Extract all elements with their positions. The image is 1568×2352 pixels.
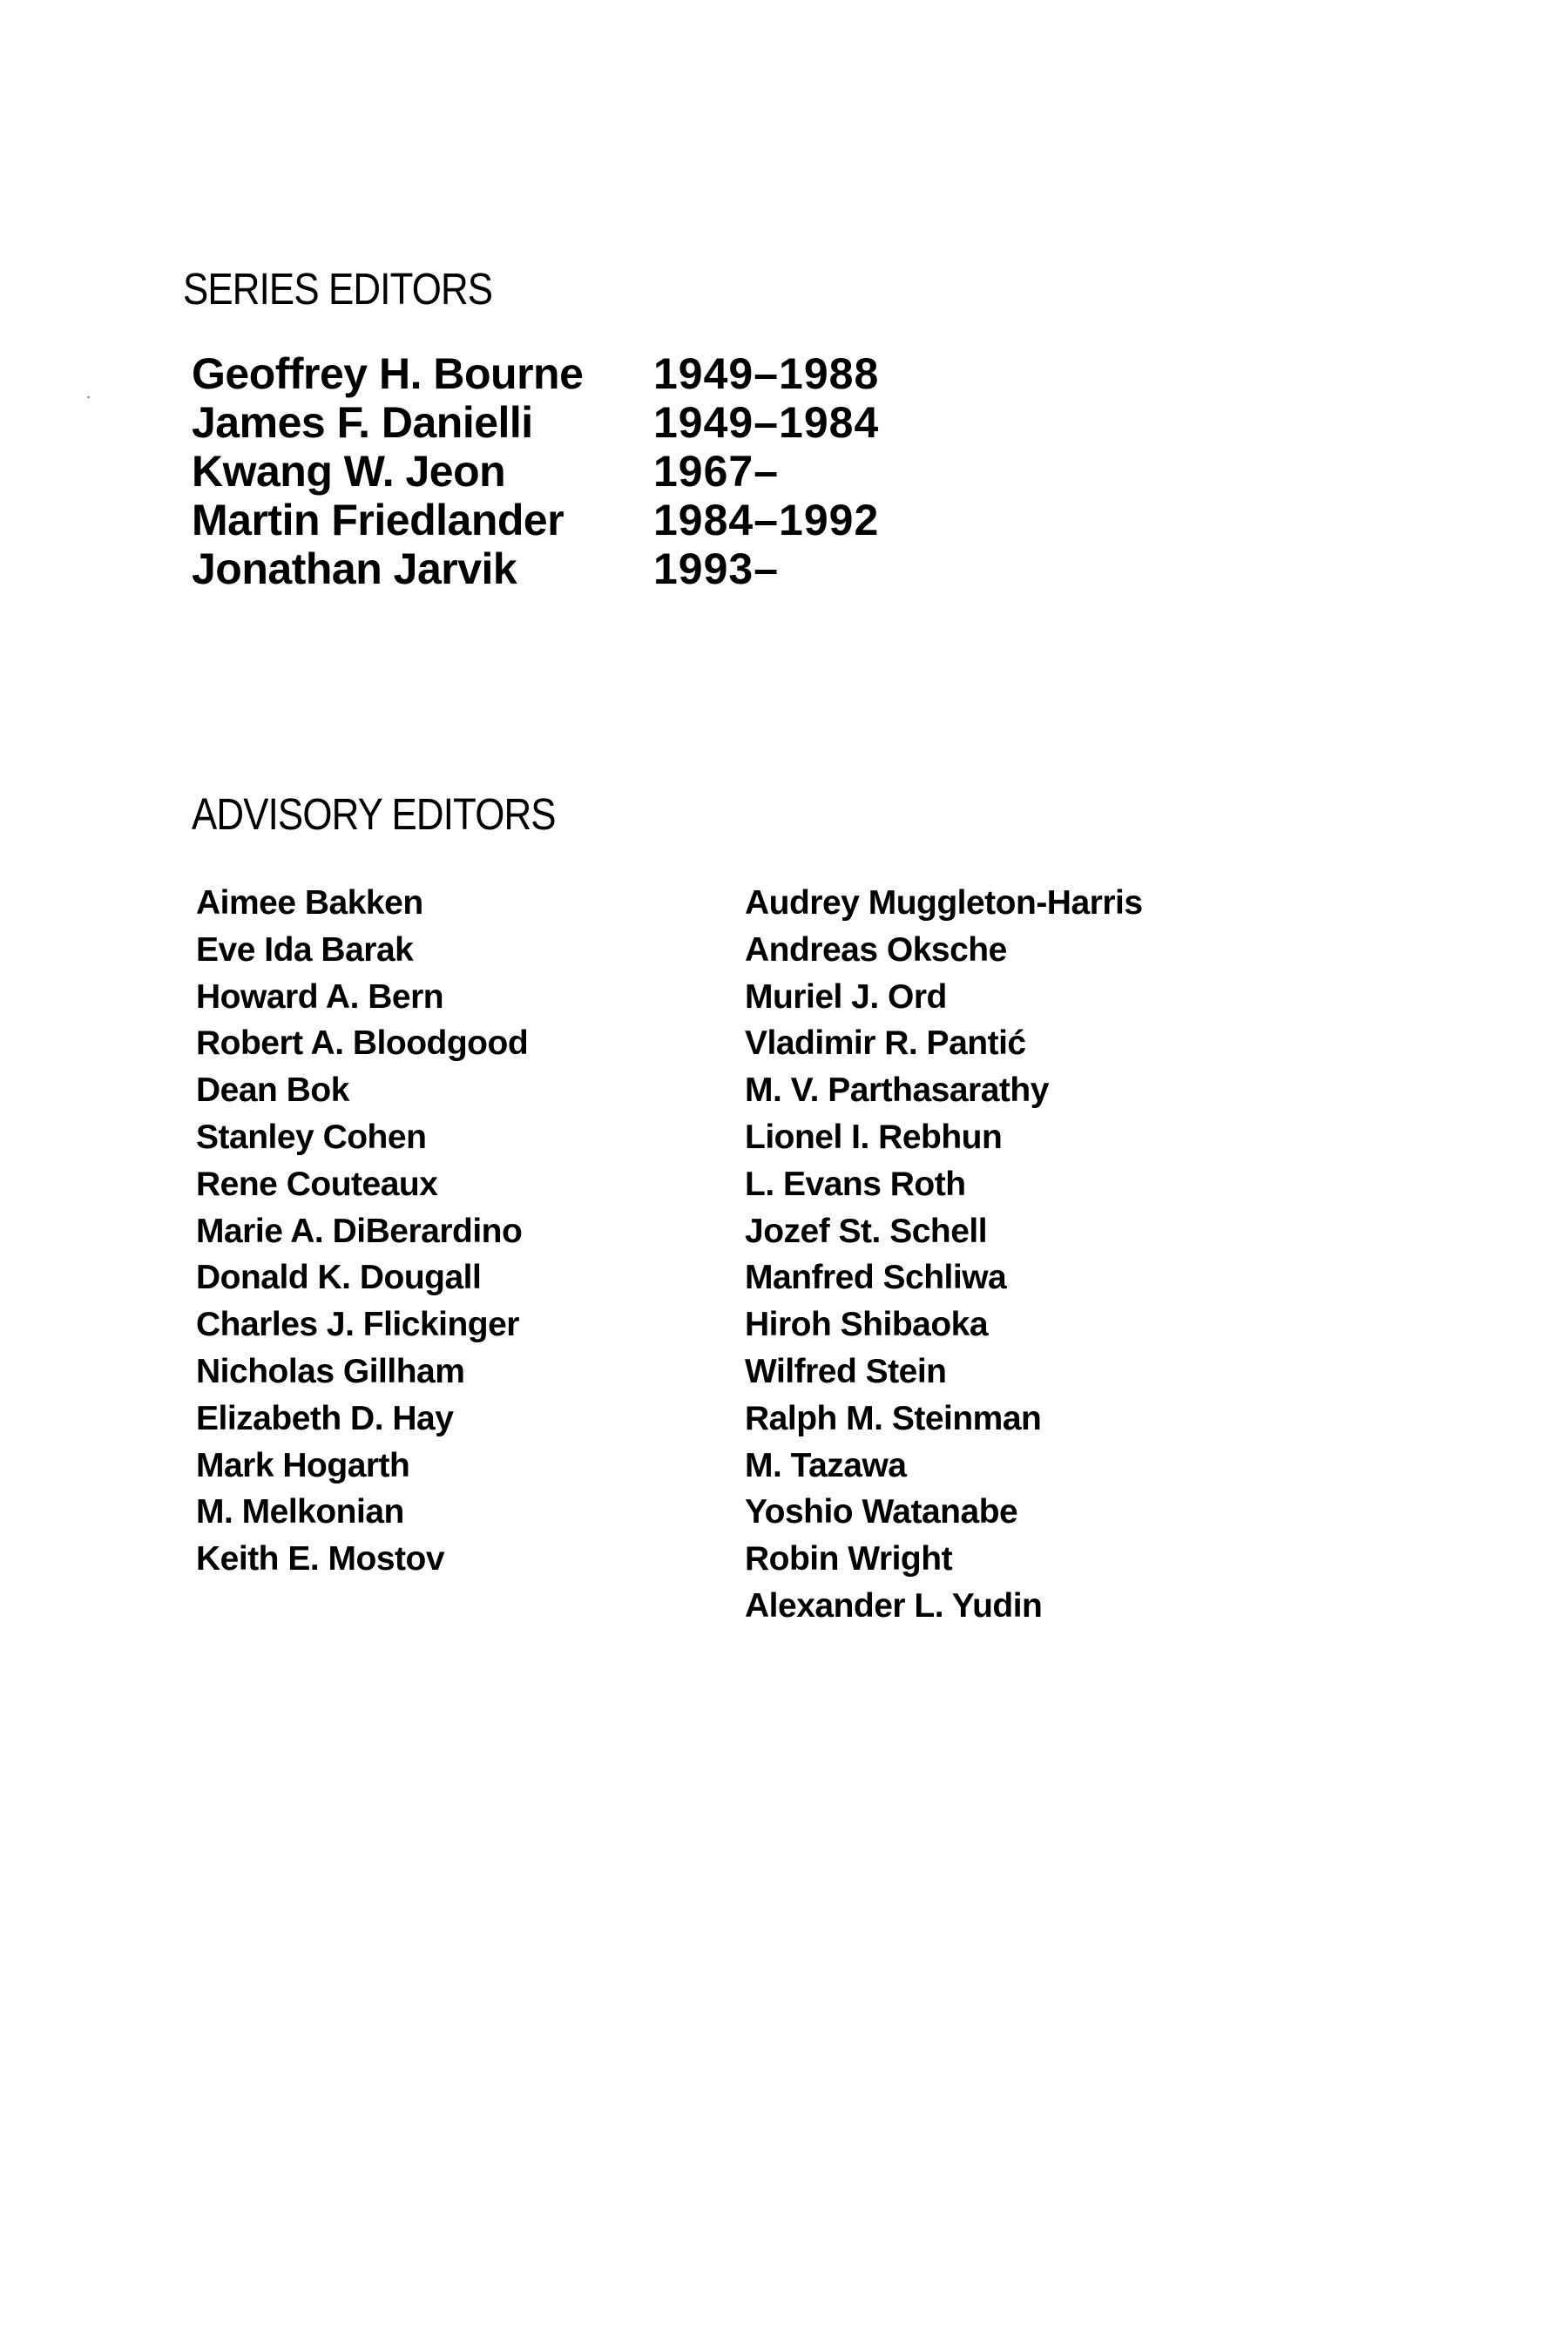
series-editors-list [192, 348, 976, 592]
advisory-editor-name: Audrey Muggleton-Harris [745, 884, 1143, 922]
series-editor-name: Geoffrey H. Bourne [192, 349, 584, 398]
advisory-editor-name: Manfred Schliwa [745, 1259, 1007, 1297]
advisory-editor-name: Muriel J. Ord [745, 977, 947, 1016]
series-editor-name: James F. Danielli [192, 398, 533, 447]
advisory-editor-name: Hiroh Shibaoka [745, 1306, 989, 1344]
advisory-editor-name: Rene Couteaux [196, 1165, 438, 1203]
series-editor-row [192, 495, 976, 544]
series-editor-row [192, 446, 976, 495]
advisory-editor-name: Andreas Oksche [745, 930, 1007, 969]
advisory-editor-name: Mark Hogarth [196, 1446, 410, 1484]
advisory-editor-name: M. Tazawa [745, 1446, 907, 1484]
series-editor-row [192, 397, 976, 446]
advisory-editor-name: L. Evans Roth [745, 1165, 966, 1203]
advisory-editor-name: M. V. Parthasarathy [745, 1071, 1049, 1110]
advisory-editor-name: Jozef St. Schell [745, 1212, 988, 1250]
series-editor-name: Jonathan Jarvik [192, 544, 517, 593]
advisory-editor-name: Aimee Bakken [196, 884, 423, 922]
advisory-editor-name: Keith E. Mostov [196, 1540, 445, 1578]
advisory-editor-name: Marie A. DiBerardino [196, 1212, 523, 1250]
advisory-editor-name: Charles J. Flickinger [196, 1306, 519, 1344]
advisory-editor-name: Alexander L. Yudin [745, 1586, 1043, 1625]
advisory-editor-name: Robin Wright [745, 1540, 953, 1578]
advisory-editors-heading: ADVISORY EDITORS [192, 789, 556, 839]
advisory-editor-name: Elizabeth D. Hay [196, 1399, 454, 1437]
series-editor-name: Martin Friedlander [192, 496, 564, 544]
advisory-editor-name: Howard A. Bern [196, 977, 444, 1016]
advisory-editor-name: Yoshio Watanabe [745, 1493, 1018, 1531]
advisory-editor-name: Eve Ida Barak [196, 930, 414, 969]
series-editor-years: 1967– [653, 447, 780, 496]
series-editors-heading: SERIES EDITORS [183, 264, 493, 314]
advisory-editor-name: Nicholas Gillham [196, 1352, 465, 1390]
series-editor-name: Kwang W. Jeon [192, 447, 506, 496]
series-editor-row [192, 348, 976, 397]
series-editor-years: 1993– [653, 544, 780, 593]
advisory-editor-name: Donald K. Dougall [196, 1259, 482, 1297]
advisory-editor-name: Wilfred Stein [745, 1352, 947, 1390]
series-editor-row [192, 544, 976, 592]
advisory-editor-name: Vladimir R. Pantić [745, 1024, 1026, 1063]
advisory-editors-right-column [745, 880, 1143, 1630]
advisory-editor-name: Stanley Cohen [196, 1118, 427, 1156]
advisory-editor-name: M. Melkonian [196, 1493, 404, 1531]
advisory-editor-name: Dean Bok [196, 1071, 349, 1110]
advisory-editor-name: Ralph M. Steinman [745, 1399, 1042, 1437]
series-editor-years: 1949–1988 [653, 349, 880, 398]
series-editor-years: 1949–1984 [653, 398, 880, 447]
advisory-editor-name: Lionel I. Rebhun [745, 1118, 1003, 1156]
series-editor-years: 1984–1992 [653, 496, 880, 544]
advisory-editor-name: Robert A. Bloodgood [196, 1024, 529, 1063]
advisory-editors-left-column [196, 880, 528, 1583]
scan-speck [87, 396, 90, 398]
